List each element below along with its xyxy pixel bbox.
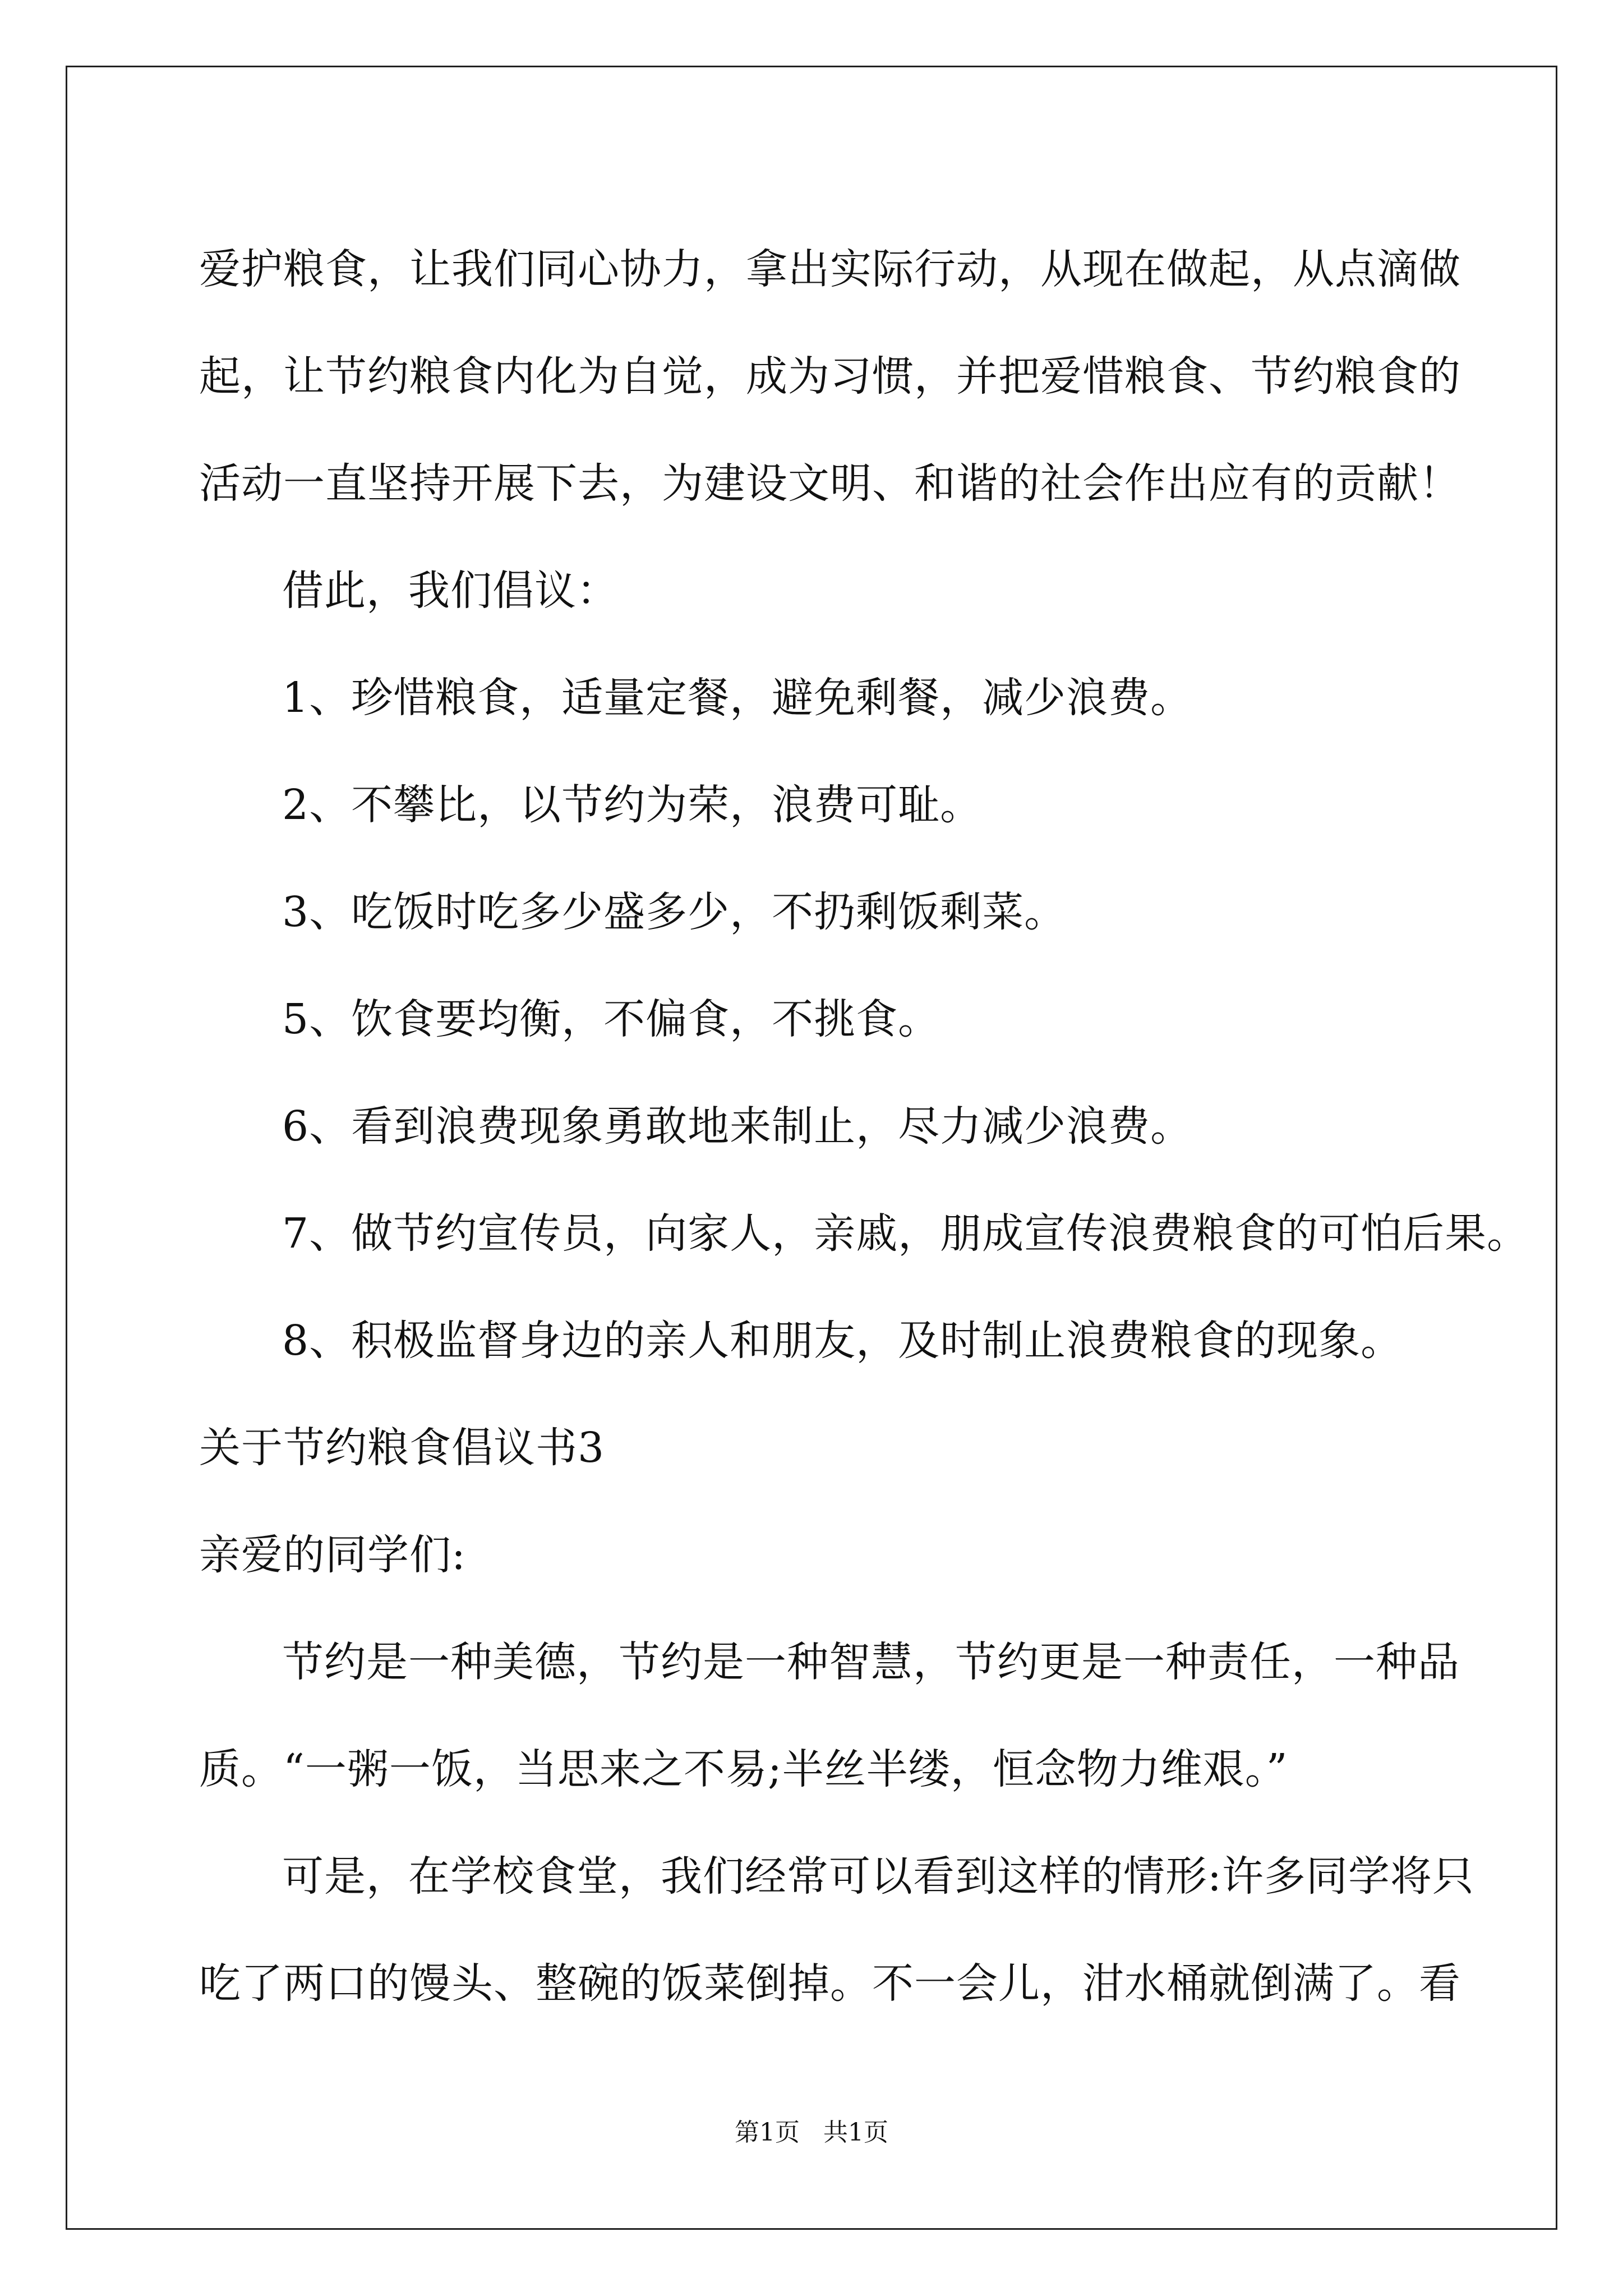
salutation: 亲爱的同学们: <box>199 1531 466 1579</box>
paragraph-line: 可是，在学校食堂，我们经常可以看到这样的情形:许多同学将只 <box>282 1852 1474 1901</box>
paragraph-line: 起，让节约粮食内化为自觉，成为习惯，并把爱惜粮食、节约粮食的 <box>199 352 1461 401</box>
proposal-item: 8、积极监督身边的亲人和朋友，及时制止浪费粮食的现象。 <box>282 1317 1403 1365</box>
proposal-item: 5、饮食要均衡，不偏食，不挑食。 <box>282 995 940 1043</box>
document-body <box>199 216 1529 2037</box>
proposal-item: 2、不攀比，以节约为荣，浪费可耻。 <box>282 781 983 829</box>
proposal-item: 1、珍惜粮食，适量定餐，避免剩餐，减少浪费。 <box>282 674 1193 722</box>
paragraph-line: 质。“一粥一饭，当思来之不易;半丝半缕，恒念物力维艰。” <box>199 1745 1288 1793</box>
proposal-intro: 借此，我们倡议： <box>282 567 619 615</box>
section-title: 关于节约粮食倡议书3 <box>199 1424 605 1472</box>
paragraph-line: 节约是一种美德，节约是一种智慧，节约更是一种责任，一种品 <box>282 1638 1460 1686</box>
proposal-item: 3、吃饭时吃多少盛多少，不扔剩饭剩菜。 <box>282 888 1067 936</box>
page-footer: 第1页 共1页 <box>735 2118 888 2147</box>
proposal-item: 6、看到浪费现象勇敢地来制止，尽力减少浪费。 <box>282 1102 1193 1151</box>
paragraph-line: 活动一直坚持开展下去，为建设文明、和谐的社会作出应有的贡献！ <box>199 459 1461 508</box>
proposal-item: 7、做节约宣传员，向家人，亲戚，朋成宣传浪费粮食的可怕后果。 <box>282 1209 1529 1258</box>
paragraph-line: 吃了两口的馒头、整碗的饭菜倒掉。不一会儿，泔水桶就倒满了。看 <box>199 1959 1461 2008</box>
paragraph-line: 爱护粮食，让我们同心协力，拿出实际行动，从现在做起，从点滴做 <box>199 245 1461 293</box>
